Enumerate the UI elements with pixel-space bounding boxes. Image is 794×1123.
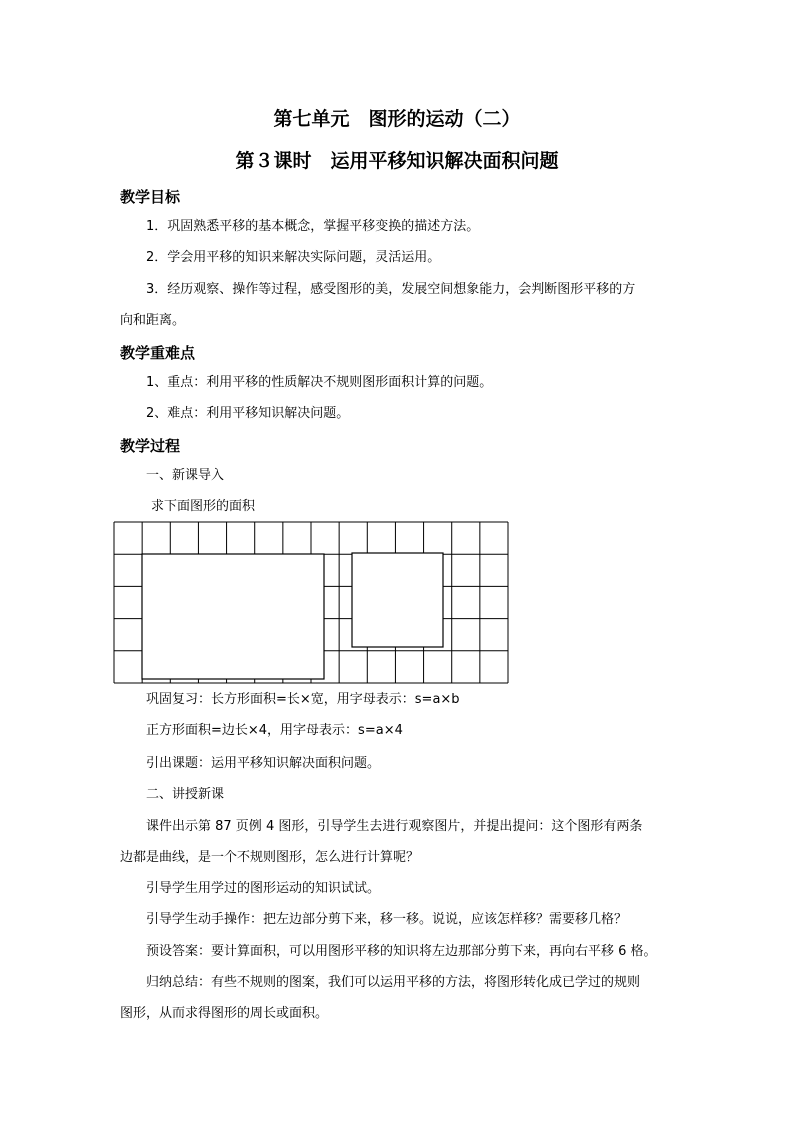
intro-prompt: 求下面图形的面积 [151,499,256,514]
paragraph-5: 归纳总结：有些不规则的图案，我们可以运用平移的方法，将图形转化成已学过的规则 [146,975,641,990]
area-figure [113,521,509,684]
paragraph-2: 引导学生用学过的图形运动的知识试试。 [146,881,381,896]
paragraph-1-cont: 边都是曲线，是一个不规则图形，怎么进行计算呢？ [120,850,420,865]
paragraph-3: 引导学生动手操作：把左边部分剪下来，移一移。说说，应该怎样移？需要移几格？ [146,912,628,927]
lesson-title: 第３课时 运用平移知识解决面积问题 [235,150,559,172]
paragraph-4: 预设答案：要计算面积，可以用图形平移的知识将左边那部分剪下来，再向右平移 6 格。 [146,944,657,959]
unit-title: 第七单元 图形的运动（二） [273,108,521,130]
keypoint-item-1: 1、重点：利用平移的性质解决不规则图形面积计算的问题。 [146,375,493,390]
paragraph-5-cont: 图形，从而求得图形的周长或面积。 [120,1006,329,1021]
left-rectangle [142,554,324,679]
review-line: 巩固复习：长方形面积=长×宽，用字母表示：s=a×b [146,692,460,707]
goal-item-1: 1．巩固熟悉平移的基本概念，掌握平移变换的描述方法。 [146,219,480,234]
paragraph-1: 课件出示第 87 页例 4 图形，引导学生去进行观察图片，并提出提问：这个图形有两条 [146,819,643,834]
process-heading: 教学过程 [120,437,181,455]
goal-item-3-cont: 向和距离。 [120,313,186,328]
goal-item-2: 2．学会用平移的知识来解决实际问题，灵活运用。 [146,250,441,265]
new-lesson-heading: 二、讲授新课 [146,787,225,802]
intro-heading: 一、新课导入 [146,468,225,483]
square-formula-line: 正方形面积=边长×4，用字母表示：s=a×4 [146,723,403,738]
right-square [352,553,443,647]
keypoint-item-2: 2、难点：利用平移知识解决问题。 [146,406,350,421]
topic-line: 引出课题：运用平移知识解决面积问题。 [146,756,381,771]
goals-heading: 教学目标 [120,188,181,206]
goal-item-3: 3．经历观察、操作等过程，感受图形的美，发展空间想象能力，会判断图形平移的方 [146,282,636,297]
keypoints-heading: 教学重难点 [120,344,196,362]
